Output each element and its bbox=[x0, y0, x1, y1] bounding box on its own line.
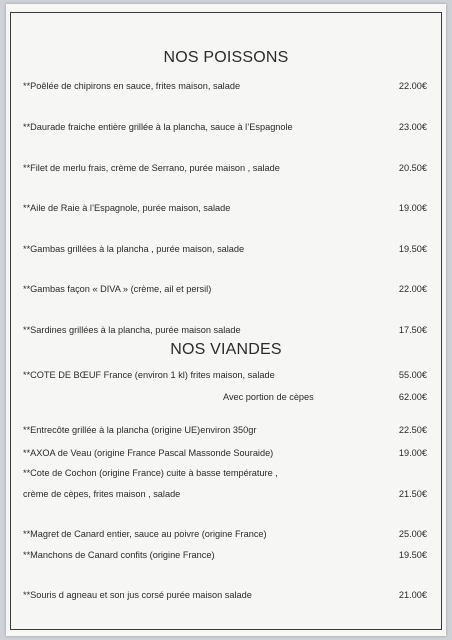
item-description: crème de cèpes, frites maison , salade bbox=[23, 489, 181, 499]
item-price: 21.50€ bbox=[398, 489, 427, 499]
item-price: 17.50€ bbox=[398, 325, 427, 335]
menu-item bbox=[23, 588, 427, 602]
item-description: **Gambas façon « DIVA » (crème, ail et persil) bbox=[23, 284, 212, 294]
item-price: 22.00€ bbox=[398, 81, 427, 91]
item-price: 20.50€ bbox=[398, 163, 427, 173]
item-description: **Magret de Canard entier, sauce au poivre (origine France) bbox=[23, 529, 267, 539]
item-description: **Cote de Cochon (origine France) cuite à basse température , bbox=[23, 468, 278, 478]
menu-item bbox=[23, 120, 427, 134]
item-description: **Manchons de Canard confits (origine France) bbox=[23, 550, 215, 560]
menu-item bbox=[23, 79, 427, 93]
menu-item bbox=[23, 368, 427, 382]
item-price: 19.00€ bbox=[398, 203, 427, 213]
menu-item bbox=[23, 201, 427, 215]
menu-item bbox=[23, 466, 427, 480]
section-title-poissons: NOS POISSONS bbox=[163, 49, 289, 66]
item-price: 22.00€ bbox=[398, 284, 427, 294]
item-price: 21.00€ bbox=[398, 590, 427, 600]
menu-item-option bbox=[23, 390, 427, 404]
item-description: Avec portion de cèpes bbox=[223, 392, 314, 402]
section-title-viandes: NOS VIANDES bbox=[170, 341, 282, 358]
item-price: 25.00€ bbox=[398, 529, 427, 539]
item-price: 19.50€ bbox=[398, 244, 427, 254]
menu-item bbox=[23, 242, 427, 256]
item-description: **Entrecôte grillée à la plancha (origine UE)environ 350gr bbox=[23, 425, 257, 435]
item-description: **Daurade fraiche entière grillée à la plancha, sauce à l’Espagnole bbox=[23, 122, 293, 132]
menu-item bbox=[23, 548, 427, 562]
item-description: **AXOA de Veau (origine France Pascal Massonde Souraide) bbox=[23, 448, 274, 458]
menu-item bbox=[23, 161, 427, 175]
item-price: 22.50€ bbox=[398, 425, 427, 435]
menu-item bbox=[23, 282, 427, 296]
item-description: **Souris d agneau et son jus corsé purée maison salade bbox=[23, 590, 252, 600]
item-description: **Sardines grillées à la plancha, purée maison salade bbox=[23, 325, 241, 335]
item-description: **Filet de merlu frais, crème de Serrano, purée maison , salade bbox=[23, 163, 280, 173]
item-description: **Aile de Raie à l’Espagnole, purée maison, salade bbox=[23, 203, 231, 213]
item-description: **COTE DE BŒUF France (environ 1 kl) frites maison, salade bbox=[23, 370, 275, 380]
item-price: 19.50€ bbox=[398, 550, 427, 560]
menu-item bbox=[23, 527, 427, 541]
menu-page bbox=[6, 4, 446, 636]
menu-item bbox=[23, 446, 427, 460]
menu-item bbox=[23, 487, 427, 501]
item-description: **Gambas grillées à la plancha , purée maison, salade bbox=[23, 244, 245, 254]
menu-item bbox=[23, 423, 427, 437]
item-description: **Poêlée de chipirons en sauce, frites maison, salade bbox=[23, 81, 241, 91]
menu-item bbox=[23, 323, 427, 337]
menu-frame bbox=[10, 12, 442, 630]
item-price: 19.00€ bbox=[398, 448, 427, 458]
item-price: 62.00€ bbox=[398, 392, 427, 402]
item-price: 23.00€ bbox=[398, 122, 427, 132]
item-price: 55.00€ bbox=[398, 370, 427, 380]
